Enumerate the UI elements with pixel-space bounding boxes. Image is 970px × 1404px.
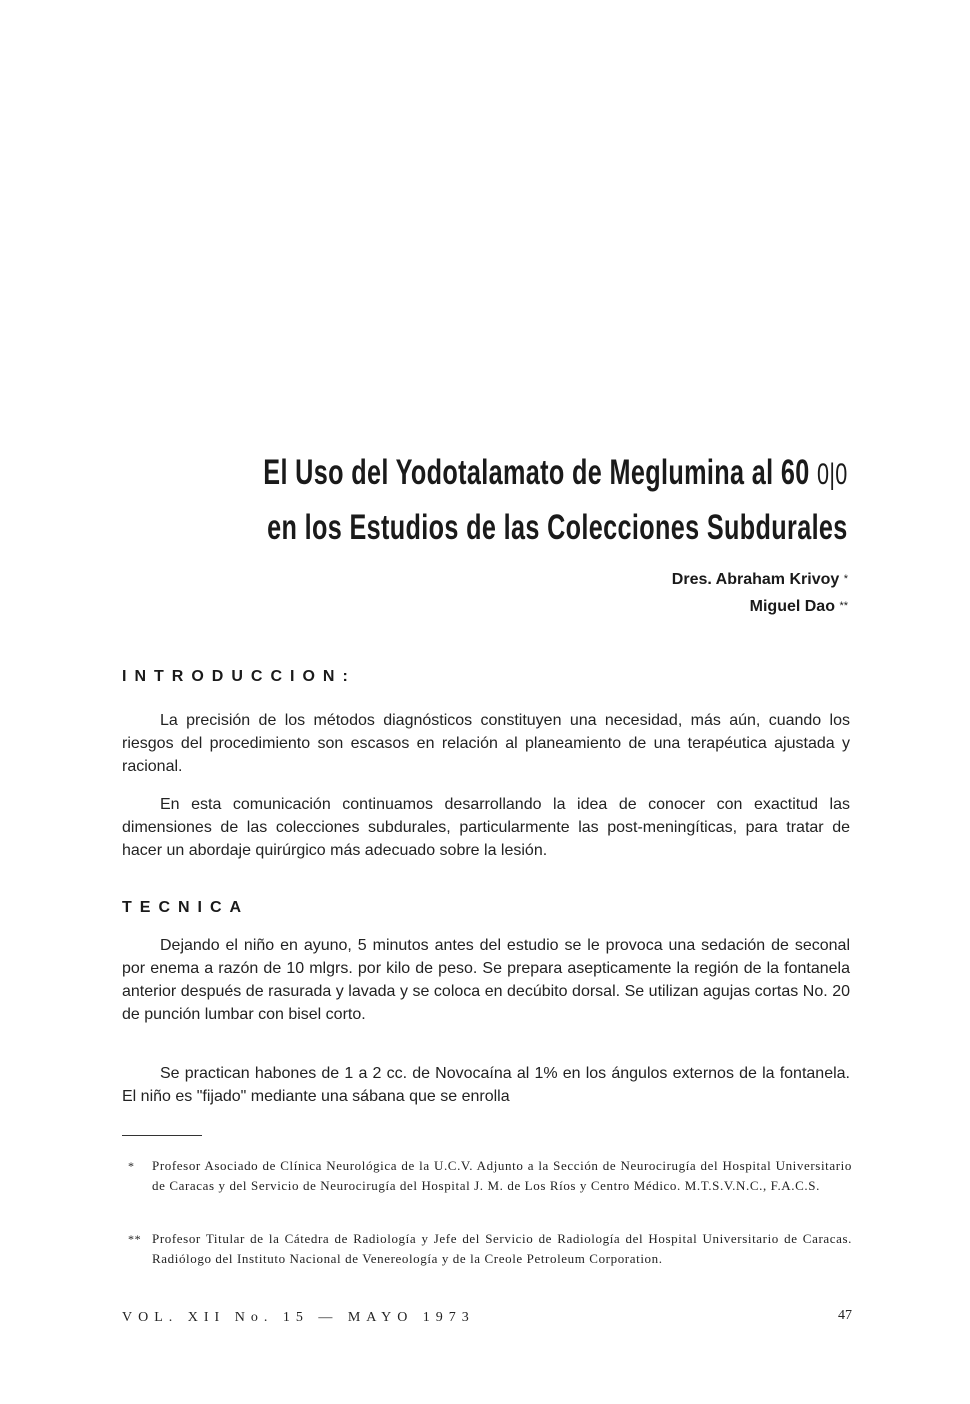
title-line-2: en los Estudios de las Colecciones Subdurales <box>267 508 848 547</box>
footnote-2 <box>128 1229 852 1269</box>
footnote-2-mark: ** <box>128 1232 142 1246</box>
journal-footer: VOL. XII No. 15 — MAYO 1973 <box>122 1310 475 1325</box>
page-number: 47 <box>838 1308 852 1323</box>
section-heading-tecnica: TECNICA <box>122 899 250 916</box>
paragraph-intro-1: La precisión de los métodos diagnósticos constituyen una necesidad, más aún, cuando los riesgos del procedimiento son escasos en relación al planeamiento de una terapéutica ajustada y racional. <box>122 712 850 775</box>
authors-block <box>672 566 848 620</box>
title-percent-sign: 0|0 <box>817 458 848 491</box>
footnote-2-text: Profesor Titular de la Cátedra de Radiología y Jefe del Servicio de Radiología del Hospital Universitario de Caracas. Radiólogo del Instituto Nacional de Venereología y de la Creole Petroleum Corporation. <box>152 1231 852 1266</box>
title-line-1-text: El Uso del Yodotalamato de Meglumina al 60 <box>263 453 810 492</box>
author-1-footnote-mark: * <box>843 573 848 585</box>
section-heading-introduccion: INTRODUCCION: <box>122 668 356 685</box>
paragraph-tecnica-1: Dejando el niño en ayuno, 5 minutos antes del estudio se le provoca una sedación de seconal por enema a razón de 10 mlgrs. por kilo de peso. Se prepara asepticamente la región de la fontanela anterior después de rasurada y lavada y se coloca en decúbito dorsal. Se utilizan agujas cortas No. 20 de punción lumbar con bisel corto. <box>122 937 850 1023</box>
author-2 <box>672 593 848 620</box>
footnote-1-mark: * <box>128 1159 135 1173</box>
author-2-name: Miguel Dao <box>749 598 835 615</box>
footnote-1-text: Profesor Asociado de Clínica Neurológica de la U.C.V. Adjunto a la Sección de Neurocirugía del Hospital Universitario de Caracas y del Servicio de Neurocirugía del Hospital J. M. de Los Ríos y Centro Médico. M.T.S.V.N.C., F.A.C.S. <box>152 1158 852 1193</box>
author-1 <box>672 566 848 593</box>
paragraph-intro-2: En esta comunicación continuamos desarrollando la idea de conocer con exactitud las dimensiones de las colecciones subdurales, particularmente las post-meningíticas, para tratar de hacer un abordaje quirúrgico más adecuado sobre la lesión. <box>122 796 850 859</box>
title-line-1 <box>264 446 848 501</box>
author-1-name: Dres. Abraham Krivoy <box>671 571 840 588</box>
author-2-footnote-mark: ** <box>839 600 848 612</box>
paragraph-tecnica-2: Se practican habones de 1 a 2 cc. de Novocaína al 1% en los ángulos externos de la fontanela. El niño es "fijado" mediante una sábana que se enrolla <box>122 1065 850 1105</box>
footnote-1 <box>128 1156 852 1196</box>
footnote-divider <box>122 1135 202 1136</box>
article-title <box>264 446 848 554</box>
